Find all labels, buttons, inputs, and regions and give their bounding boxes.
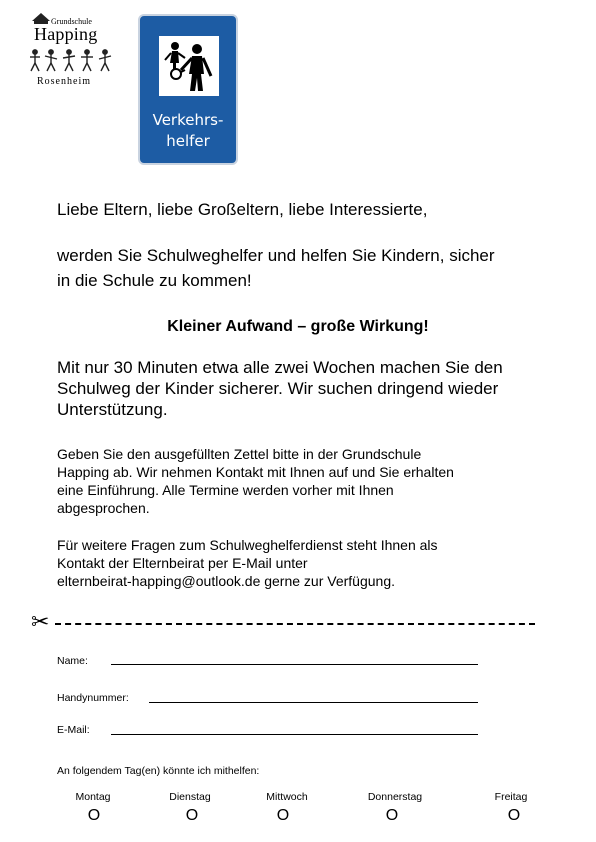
- instructions-line-3: eine Einführung. Alle Termine werden vorher mit Ihnen: [57, 482, 394, 498]
- dashed-divider: [55, 623, 535, 625]
- day-label-friday: Freitag: [494, 791, 528, 803]
- name-label: Name:: [57, 655, 88, 667]
- name-field[interactable]: [111, 664, 478, 665]
- checkbox-tuesday[interactable]: O: [185, 807, 199, 824]
- crossing-guard-sign: [138, 14, 238, 165]
- cut-line: [31, 612, 536, 634]
- offer-line-3: Unterstützung.: [57, 400, 168, 419]
- invite-line-2: in die Schule zu kommen!: [57, 271, 252, 290]
- offer-line-2: Schulweg der Kinder sicherer. Wir suchen dringend wieder: [57, 379, 499, 398]
- email-label: E-Mail:: [57, 724, 90, 736]
- logo-city: Rosenheim: [37, 76, 91, 87]
- checkbox-thursday[interactable]: O: [385, 807, 399, 824]
- checkbox-friday[interactable]: O: [507, 807, 521, 824]
- day-label-wednesday: Mittwoch: [266, 791, 308, 803]
- phone-field[interactable]: [149, 702, 478, 703]
- headline: Kleiner Aufwand – große Wirkung!: [167, 318, 429, 335]
- day-label-tuesday: Dienstag: [169, 791, 211, 803]
- email-field[interactable]: [111, 734, 478, 735]
- greeting: Liebe Eltern, liebe Großeltern, liebe Interessierte,: [57, 200, 428, 219]
- logo-school-label: Grundschule: [51, 17, 92, 26]
- instructions-line-1: Geben Sie den ausgefüllten Zettel bitte in der Grundschule: [57, 446, 422, 462]
- checkbox-monday[interactable]: O: [87, 807, 101, 824]
- school-logo: [29, 12, 113, 88]
- contact-line-3: elternbeirat-happing@outlook.de gerne zur Verfügung.: [57, 573, 395, 589]
- days-prompt: An folgendem Tag(en) könnte ich mithelfen:: [57, 765, 260, 777]
- offer-line-1: Mit nur 30 Minuten etwa alle zwei Wochen machen Sie den: [57, 358, 503, 377]
- contact-line-2: Kontakt der Elternbeirat per E-Mail unter: [57, 555, 308, 571]
- scissors-icon: ✂: [31, 610, 50, 635]
- contact-line-1: Für weitere Fragen zum Schulweghelferdienst steht Ihnen als: [57, 537, 438, 553]
- instructions-line-4: abgesprochen.: [57, 500, 150, 516]
- day-label-monday: Montag: [75, 791, 111, 803]
- sign-pictogram-panel: [159, 36, 219, 96]
- logo-school-name: Happing: [34, 24, 98, 44]
- day-label-thursday: Donnerstag: [367, 791, 423, 803]
- phone-label: Handynummer:: [57, 692, 129, 704]
- checkbox-wednesday[interactable]: O: [276, 807, 290, 824]
- instructions-line-2: Happing ab. Wir nehmen Kontakt mit Ihnen auf und Sie erhalten: [57, 464, 454, 480]
- invite-line-1: werden Sie Schulweghelfer und helfen Sie Kindern, sicher: [57, 246, 495, 265]
- crossing-guard-icon: [159, 36, 219, 96]
- sign-text: Verkehrs- helfer: [152, 111, 224, 150]
- children-icon: [29, 48, 113, 74]
